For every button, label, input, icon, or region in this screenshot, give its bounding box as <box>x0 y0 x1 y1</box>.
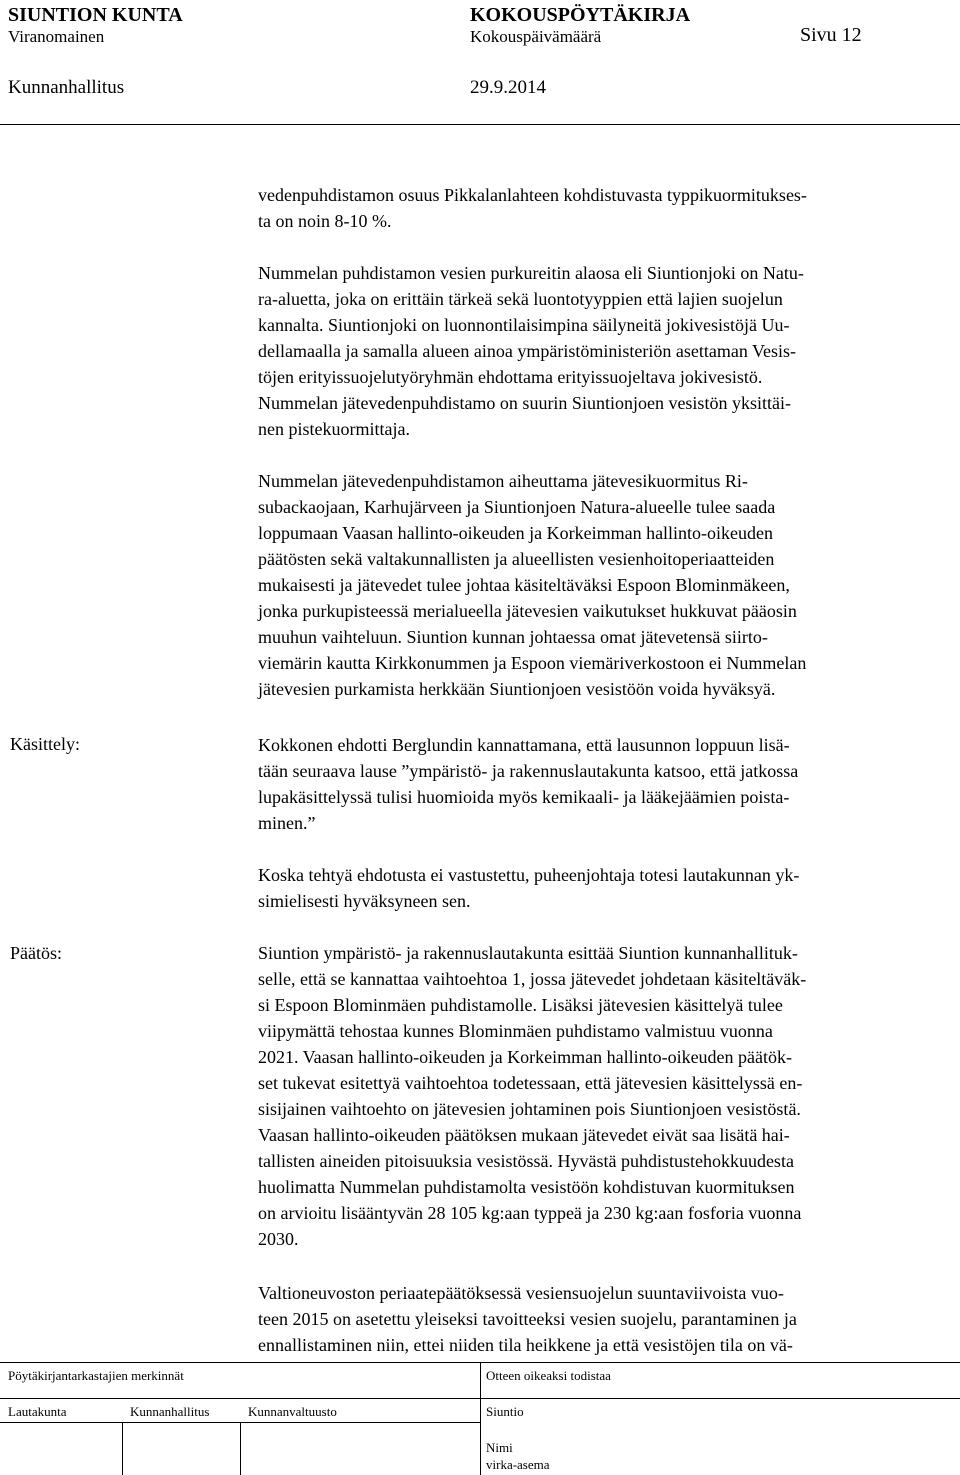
org-name: SIUNTION KUNTA <box>8 4 183 26</box>
column-kunnanvaltuusto: Kunnanvaltuusto <box>248 1404 337 1419</box>
paragraph-3: Nummelan jätevedenpuhdistamon aiheuttama jätevesikuormitus Ri- subackaojaan, Karhujärveen ja Siuntionjoen Natura-alueelle tulee saada loppumaan Vaasan hallinto-oikeuden ja Korkeimman hallinto-oikeuden päätösten sekä valtakunnallisten ja alueellisten vesienhoitoperiaatteiden mukaisesti ja jätevedet tulee johtaa käsiteltäväksi Espoon Blominmäkeen, jonka purkupisteessä merialueella jätevesien vaikutukset hukkuvat pääosin muuhun vaihteluun. Siuntion kunnan johtaessa omat jätevetensä siirto- viemärin kautta Kirkkonummen ja Espoon viemäriverkostoon ei Nummelan jätevesien purkamista herkkään Siuntionjoen vesistöön voida hyväksyä. <box>258 471 807 699</box>
meeting-date: 29.9.2014 <box>470 77 546 98</box>
paragraph-7: Valtioneuvoston periaatepäätöksessä vesiensuojelun suuntaviivoista vuo- teen 2015 on asetettu yleiseksi tavoitteeksi vesien suojelu, parantaminen ja ennallistaminen niin, ettei niiden tila heikkene ja että vesistöjen tila on vä- <box>258 1283 797 1355</box>
header-rule <box>0 124 960 125</box>
reviewers-label: Pöytäkirjantarkastajien merkinnät <box>8 1368 184 1383</box>
date-label: Kokouspäivämäärä <box>470 27 602 46</box>
place: Siuntio <box>486 1404 524 1419</box>
column-divider-3 <box>480 1362 481 1475</box>
paatos-label: Päätös: <box>10 943 62 963</box>
column-divider-1 <box>122 1422 123 1475</box>
authority-label: Viranomainen <box>8 27 105 46</box>
certified-label: Otteen oikeaksi todistaa <box>486 1368 611 1383</box>
column-kunnanhallitus: Kunnanhallitus <box>130 1404 210 1419</box>
column-lautakunta: Lautakunta <box>8 1404 67 1419</box>
column-divider-2 <box>240 1422 241 1475</box>
kasittely-label: Käsittely: <box>10 734 80 754</box>
name-label: Nimi <box>486 1440 513 1455</box>
doc-type: KOKOUSPÖYTÄKIRJA <box>470 4 691 26</box>
paragraph-1: vedenpuhdistamon osuus Pikkalanlahteen kohdistuvasta typpikuormitukses- ta on noin 8-10 %. <box>258 185 807 231</box>
title-label: virka-asema <box>486 1457 550 1472</box>
paragraph-kasittely: Kokkonen ehdotti Berglundin kannattamana, että lausunnon loppuun lisä- tään seuraava lause ”ympäristö- ja rakennuslautakunta katsoo, että jatkossa lupakäsittelyssä tulisi huomioida myös kemikaali- ja lääkejäämien poista- minen.” <box>258 735 799 833</box>
authority: Kunnanhallitus <box>8 77 125 98</box>
paragraph-paatos: Siuntion ympäristö- ja rakennuslautakunta esittää Siuntion kunnanhallituk- selle, että se kannattaa vaihtoehtoa 1, jossa jätevedet johdetaan käsiteltäväk- si Espoon Blominmäen puhdistamolle. Lisäksi jätevesien käsittelyä tulee viipymättä tehostaa kunnes Blominmäen puhdistamo valmistuu vuonna 2021. Vaasan hallinto-oikeuden ja Korkeimman hallinto-oikeuden päätök- set tukevat esitettyä vaihtoehtoa todetessaan, että jätevesien käsittelyssä en- sisijainen vaihtoehto on jätevesien johtaminen pois Siuntionjoen vesistöstä. Vaasan hallinto-oikeuden päätöksen mukaan jätevedet eivät saa lisätä hai- tallisten aineiden pitoisuuksia vesistössä. Hyvästä puhdistustehokkuudesta huolimatta Nummelan puhdistamolta vesistöön kohdistuvan kuormituksen on arvioitu lisääntyvän 28 105 kg:aan typpeä ja 230 kg:aan fosforia vuonna 2030. <box>258 943 807 1249</box>
paragraph-2: Nummelan puhdistamon vesien purkureitin alaosa eli Siuntionjoki on Natu- ra-aluetta, joka on erittäin tärkeä sekä luontotyyppien että lajien suojelun kannalta. Siuntionjoki on luonnontilaisimpina säilyneitä jokivesistöjä Uu- dellamaalla ja samalla alueen ainoa ympäristöministeriön asettaman Vesis- töjen erityissuojelutyöryhmän ehdottama erityissuojeltava jokivesistö. Nummelan jätevedenpuhdistamo on suurin Siuntionjoen vesistön yksittäi- nen pistekuormittaja. <box>258 263 804 439</box>
page-number: Sivu 12 <box>800 24 862 46</box>
paragraph-5: Koska tehtyä ehdotusta ei vastustettu, puheenjohtaja totesi lautakunnan yk- simielisesti hyväksyneen sen. <box>258 865 800 911</box>
